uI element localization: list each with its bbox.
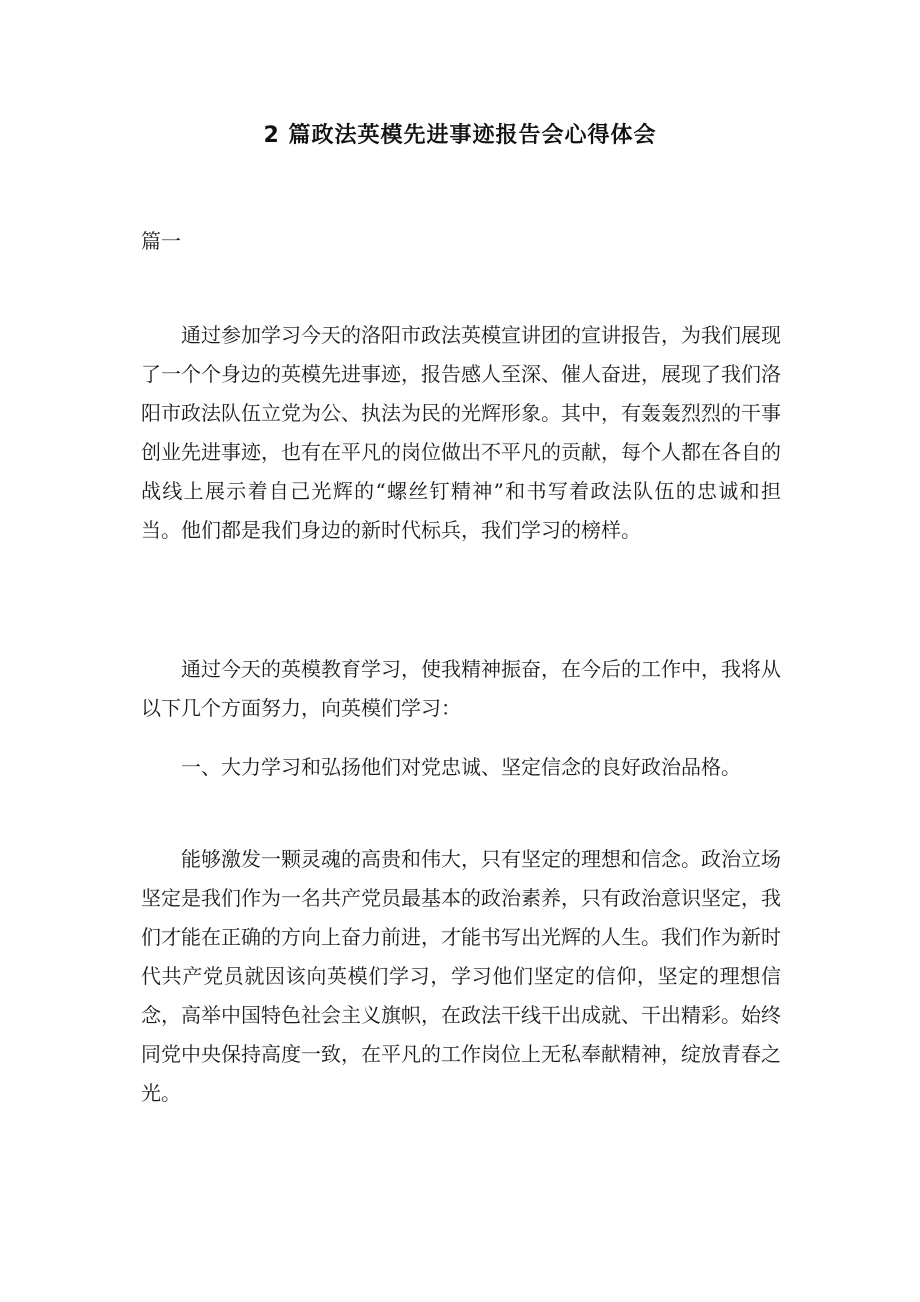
document-title: 2 篇政法英模先进事迹报告会心得体会 (263, 123, 657, 148)
paragraph-belief: 能够激发一颗灵魂的高贵和伟大，只有坚定的理想和信念。政治立场坚定是我们作为一名共产党员最基本的政治素养，只有政治意识坚定，我们才能在正确的方向上奋力前进，才能书写出光辉的人生。我们作为新时代共产党员就因该向英模们学习，学习他们坚定的信仰，坚定的理想信念，高举中国特色社会主义旗帜，在政法干线干出成就、干出精彩。始终同党中央保持高度一致，在平凡的工作岗位上无私奉献精神，绽放青春之光。 (141, 847, 781, 1105)
section-label: 篇一 (141, 229, 181, 253)
paragraph-plan: 通过今天的英模教育学习，使我精神振奋，在今后的工作中，我将从以下几个方面努力，向英模们学习： (141, 657, 781, 720)
paragraph-heading-one: 一、大力学习和弘扬他们对党忠诚、坚定信念的良好政治品格。 (181, 755, 741, 779)
paragraph-intro: 通过参加学习今天的洛阳市政法英模宣讲团的宣讲报告，为我们展现了一个个身边的英模先进事迹，报告感人至深、催人奋进，展现了我们洛阳市政法队伍立党为公、执法为民的光辉形象。其中，有轰轰烈烈的干事创业先进事迹，也有在平凡的岗位做出不平凡的贡献，每个人都在各自的战线上展示着自己光辉的“螺丝钉精神”和书写着政法队伍的忠诚和担当。他们都是我们身边的新时代标兵，我们学习的榜样。 (141, 323, 781, 542)
